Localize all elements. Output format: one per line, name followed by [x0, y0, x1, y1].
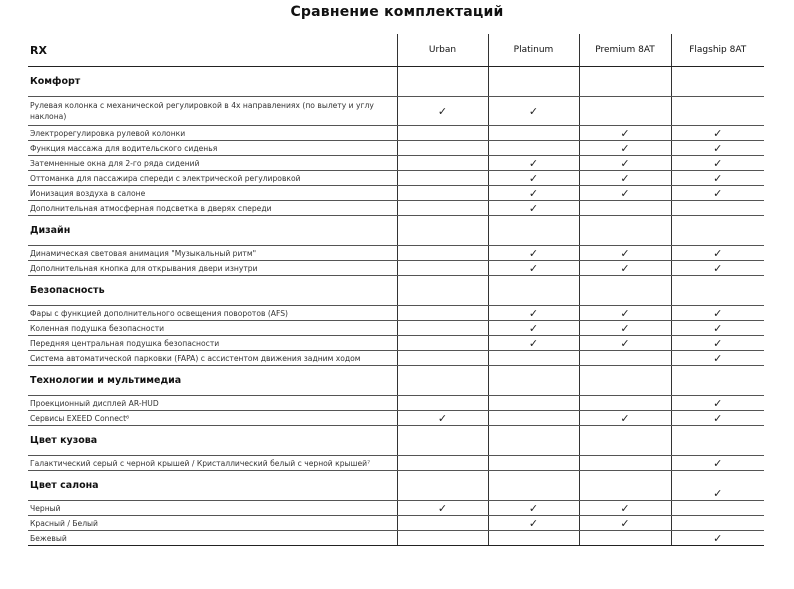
check-icon: ✓ — [620, 501, 630, 515]
feature-cell — [579, 97, 671, 126]
feature-label: Система автоматической парковки (FAPA) с ассистентом движения задним ходом — [28, 351, 397, 366]
feature-cell — [488, 516, 579, 531]
feature-cell — [671, 411, 764, 426]
feature-cell — [488, 126, 579, 141]
section-cell — [397, 216, 488, 246]
feature-cell — [397, 246, 488, 261]
feature-cell — [579, 171, 671, 186]
feature-cell — [488, 156, 579, 171]
feature-cell — [488, 396, 579, 411]
feature-cell — [671, 156, 764, 171]
feature-label: Электрорегулировка рулевой колонки — [28, 126, 397, 141]
table-row — [28, 201, 764, 216]
feature-cell — [488, 531, 579, 546]
feature-cell — [397, 321, 488, 336]
feature-cell — [488, 306, 579, 321]
feature-cell — [579, 126, 671, 141]
feature-cell — [579, 336, 671, 351]
table-header-row — [28, 34, 764, 67]
check-icon: ✓ — [620, 411, 630, 425]
feature-cell — [579, 411, 671, 426]
feature-cell — [397, 171, 488, 186]
check-icon: ✓ — [620, 336, 630, 350]
feature-cell — [579, 456, 671, 471]
section-row — [28, 67, 764, 97]
check-icon: ✓ — [713, 456, 723, 470]
section-cell — [671, 366, 764, 396]
check-icon: ✓ — [528, 336, 539, 350]
section-cell — [397, 471, 488, 501]
check-icon: ✓ — [620, 516, 630, 530]
check-icon: ✓ — [713, 321, 723, 335]
check-icon: ✓ — [713, 141, 723, 155]
feature-cell — [488, 97, 579, 126]
feature-label: Красный / Белый — [28, 516, 397, 531]
table-row — [28, 456, 764, 471]
section-cell — [488, 67, 579, 97]
check-icon: ✓ — [528, 201, 539, 215]
feature-cell — [579, 531, 671, 546]
trim-header: Urban — [397, 34, 488, 67]
section-row — [28, 471, 764, 501]
check-icon: ✓ — [528, 501, 539, 515]
feature-cell — [671, 261, 764, 276]
check-icon: ✓ — [713, 531, 723, 545]
feature-label: Сервисы EXEED Connect⁶ — [28, 411, 397, 426]
section-cell — [579, 471, 671, 501]
table-row — [28, 501, 764, 516]
feature-label: Черный — [28, 501, 397, 516]
feature-cell — [671, 336, 764, 351]
feature-label: Галактический серый с черной крышей / Кристаллический белый с черной крышей⁷ — [28, 456, 397, 471]
feature-cell — [579, 201, 671, 216]
check-icon: ✓ — [713, 336, 723, 350]
table-row — [28, 126, 764, 141]
section-row — [28, 426, 764, 456]
feature-cell — [671, 396, 764, 411]
feature-cell — [397, 126, 488, 141]
feature-cell — [488, 411, 579, 426]
section-cell — [488, 426, 579, 456]
trim-header: Premium 8AT — [579, 34, 671, 67]
feature-cell — [488, 246, 579, 261]
trim-header: Flagship 8AT — [671, 34, 764, 67]
section-row — [28, 216, 764, 246]
check-icon: ✓ — [620, 141, 630, 155]
section-cell — [488, 366, 579, 396]
check-icon: ✓ — [528, 104, 539, 118]
feature-cell — [579, 351, 671, 366]
feature-cell — [488, 186, 579, 201]
feature-cell — [397, 156, 488, 171]
feature-cell — [397, 97, 488, 126]
model-header: RX — [28, 34, 397, 67]
section-cell — [397, 67, 488, 97]
feature-cell — [397, 306, 488, 321]
check-icon: ✓ — [620, 321, 630, 335]
feature-label: Затемненные окна для 2-го ряда сидений — [28, 156, 397, 171]
table-row — [28, 156, 764, 171]
page-title: Сравнение комплектаций — [290, 4, 504, 20]
feature-cell — [397, 501, 488, 516]
feature-cell — [579, 396, 671, 411]
check-icon: ✓ — [713, 487, 723, 500]
feature-cell — [579, 321, 671, 336]
feature-cell — [671, 171, 764, 186]
feature-cell — [397, 531, 488, 546]
feature-cell — [397, 516, 488, 531]
table-row — [28, 306, 764, 321]
table-row — [28, 336, 764, 351]
feature-cell — [397, 456, 488, 471]
check-icon: ✓ — [528, 321, 539, 335]
section-cell — [671, 426, 764, 456]
section-title: Дизайн — [28, 216, 397, 246]
feature-label: Дополнительная атмосферная подсветка в дверях спереди — [28, 201, 397, 216]
feature-label: Оттоманка для пассажира спереди с электрической регулировкой — [28, 171, 397, 186]
feature-cell — [397, 396, 488, 411]
section-cell — [579, 276, 671, 306]
check-icon: ✓ — [713, 261, 723, 275]
feature-cell — [579, 501, 671, 516]
feature-cell — [397, 336, 488, 351]
feature-cell — [579, 261, 671, 276]
check-icon: ✓ — [713, 186, 723, 200]
feature-label: Бежевый — [28, 531, 397, 546]
section-cell — [579, 366, 671, 396]
feature-cell — [397, 261, 488, 276]
table-row — [28, 411, 764, 426]
section-cell — [579, 426, 671, 456]
check-icon: ✓ — [620, 246, 630, 260]
section-cell — [397, 426, 488, 456]
check-icon: ✓ — [528, 246, 539, 260]
section-cell — [397, 276, 488, 306]
feature-cell — [579, 516, 671, 531]
section-cell — [671, 276, 764, 306]
feature-cell — [488, 456, 579, 471]
section-title: Комфорт — [28, 67, 397, 97]
check-icon: ✓ — [528, 171, 539, 185]
trim-header: Platinum — [488, 34, 579, 67]
check-icon: ✓ — [713, 396, 723, 410]
check-icon: ✓ — [528, 261, 539, 275]
feature-label: Рулевая колонка с механической регулировкой в 4х направлениях (по вылету и углу наклона) — [28, 97, 397, 126]
feature-cell — [671, 141, 764, 156]
feature-cell — [488, 171, 579, 186]
feature-cell — [671, 306, 764, 321]
feature-cell — [488, 261, 579, 276]
check-icon: ✓ — [437, 501, 448, 515]
feature-cell — [579, 186, 671, 201]
trim-comparison-table — [28, 34, 764, 546]
check-icon: ✓ — [713, 126, 723, 140]
section-title: Цвет салона — [28, 471, 397, 501]
check-icon: ✓ — [620, 171, 630, 185]
feature-cell — [488, 141, 579, 156]
table-row — [28, 516, 764, 531]
section-cell — [579, 216, 671, 246]
feature-cell — [397, 186, 488, 201]
feature-cell — [579, 141, 671, 156]
table-row — [28, 141, 764, 156]
feature-label: Проекционный дисплей AR-HUD — [28, 396, 397, 411]
feature-label: Коленная подушка безопасности — [28, 321, 397, 336]
check-icon: ✓ — [528, 156, 539, 170]
section-title: Технологии и мультимедиа — [28, 366, 397, 396]
feature-cell — [671, 186, 764, 201]
feature-cell — [579, 246, 671, 261]
feature-cell — [671, 126, 764, 141]
feature-cell — [671, 201, 764, 216]
section-cell — [671, 471, 764, 501]
check-icon: ✓ — [437, 411, 448, 425]
section-cell — [671, 67, 764, 97]
feature-label: Фары с функцией дополнительного освещения поворотов (AFS) — [28, 306, 397, 321]
table-row — [28, 261, 764, 276]
feature-cell — [671, 531, 764, 546]
section-row — [28, 276, 764, 306]
feature-cell — [488, 321, 579, 336]
section-row — [28, 366, 764, 396]
feature-cell — [579, 306, 671, 321]
section-title: Безопасность — [28, 276, 397, 306]
check-icon: ✓ — [528, 306, 539, 320]
table-row — [28, 321, 764, 336]
feature-cell — [671, 501, 764, 516]
section-cell — [397, 366, 488, 396]
feature-cell — [488, 336, 579, 351]
check-icon: ✓ — [713, 246, 723, 260]
section-title: Цвет кузова — [28, 426, 397, 456]
table-row — [28, 186, 764, 201]
check-icon: ✓ — [528, 186, 539, 200]
feature-cell — [671, 516, 764, 531]
table-row — [28, 351, 764, 366]
check-icon: ✓ — [620, 126, 630, 140]
feature-label: Ионизация воздуха в салоне — [28, 186, 397, 201]
check-icon: ✓ — [713, 411, 723, 425]
feature-cell — [397, 201, 488, 216]
section-cell — [488, 216, 579, 246]
section-cell — [488, 471, 579, 501]
check-icon: ✓ — [713, 156, 723, 170]
feature-label: Дополнительная кнопка для открывания двери изнутри — [28, 261, 397, 276]
feature-cell — [671, 351, 764, 366]
feature-cell — [397, 351, 488, 366]
section-cell — [579, 67, 671, 97]
feature-cell — [488, 351, 579, 366]
table-row — [28, 396, 764, 411]
feature-cell — [397, 141, 488, 156]
check-icon: ✓ — [713, 171, 723, 185]
check-icon: ✓ — [620, 261, 630, 275]
feature-cell — [579, 156, 671, 171]
feature-cell — [671, 97, 764, 126]
check-icon: ✓ — [620, 306, 630, 320]
table-row — [28, 171, 764, 186]
check-icon: ✓ — [620, 156, 630, 170]
feature-cell — [671, 456, 764, 471]
check-icon: ✓ — [620, 186, 630, 200]
section-cell — [671, 216, 764, 246]
table-row — [28, 97, 764, 126]
check-icon: ✓ — [437, 104, 448, 118]
feature-label: Функция массажа для водительского сиденья — [28, 141, 397, 156]
feature-cell — [397, 411, 488, 426]
feature-cell — [488, 201, 579, 216]
check-icon: ✓ — [528, 516, 539, 530]
table-row — [28, 246, 764, 261]
feature-cell — [671, 246, 764, 261]
feature-label: Передняя центральная подушка безопасности — [28, 336, 397, 351]
feature-cell — [671, 321, 764, 336]
feature-label: Динамическая световая анимация "Музыкальный ритм" — [28, 246, 397, 261]
table-row — [28, 531, 764, 546]
check-icon: ✓ — [713, 306, 723, 320]
feature-cell — [488, 501, 579, 516]
section-cell — [488, 276, 579, 306]
check-icon: ✓ — [713, 351, 723, 365]
